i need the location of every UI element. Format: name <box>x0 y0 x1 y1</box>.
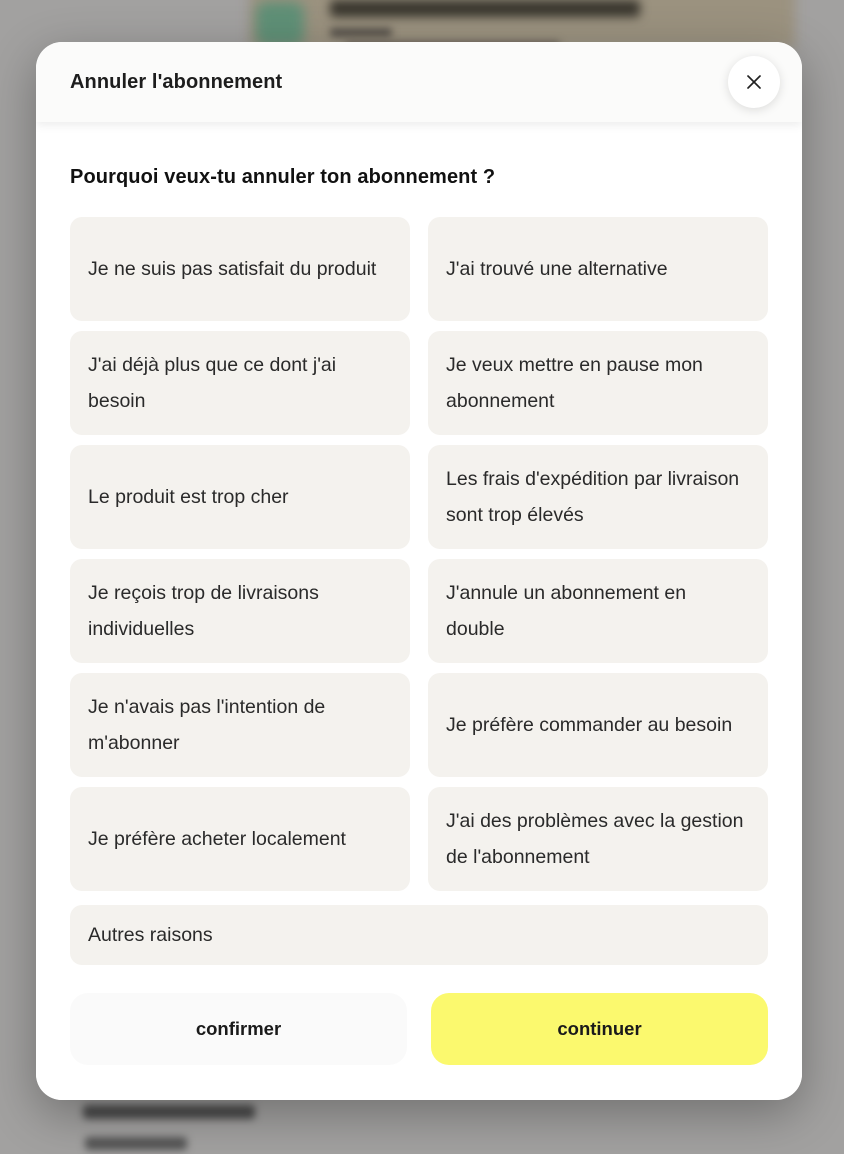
blurred-background-text <box>83 1105 255 1119</box>
reason-option-buy-locally[interactable]: Je préfère acheter localement <box>70 787 410 891</box>
modal-title: Annuler l'abonnement <box>70 70 283 93</box>
blurred-background-logo <box>256 2 304 46</box>
close-icon <box>744 72 764 92</box>
reason-option-too-expensive[interactable]: Le produit est trop cher <box>70 445 410 549</box>
reason-option-too-many-deliveries[interactable]: Je reçois trop de livraisons individuelles <box>70 559 410 663</box>
reason-option-pause-subscription[interactable]: Je veux mettre en pause mon abonnement <box>428 331 768 435</box>
blurred-background-text <box>330 0 640 17</box>
blurred-background-text <box>330 28 392 37</box>
reason-option-not-satisfied[interactable]: Je ne suis pas satisfait du produit <box>70 217 410 321</box>
cancel-subscription-modal <box>36 42 802 1100</box>
reasons-grid <box>70 217 768 965</box>
reason-option-more-than-needed[interactable]: J'ai déjà plus que ce dont j'ai besoin <box>70 331 410 435</box>
reason-option-management-problems[interactable]: J'ai des problèmes avec la gestion de l'abonnement <box>428 787 768 891</box>
modal-header <box>36 42 802 122</box>
close-button[interactable] <box>728 56 780 108</box>
cancel-question-heading: Pourquoi veux-tu annuler ton abonnement ? <box>70 166 496 188</box>
continue-button[interactable]: continuer <box>431 993 768 1065</box>
modal-actions <box>70 993 768 1065</box>
reason-option-did-not-intend[interactable]: Je n'avais pas l'intention de m'abonner <box>70 673 410 777</box>
reason-option-found-alternative[interactable]: J'ai trouvé une alternative <box>428 217 768 321</box>
confirm-button[interactable]: confirmer <box>70 993 407 1065</box>
blurred-background-text <box>85 1137 187 1150</box>
modal-body <box>36 122 802 1100</box>
reason-option-other-reasons[interactable]: Autres raisons <box>70 905 768 965</box>
reason-option-duplicate-subscription[interactable]: J'annule un abonnement en double <box>428 559 768 663</box>
reason-option-order-on-demand[interactable]: Je préfère commander au besoin <box>428 673 768 777</box>
reason-option-shipping-fees[interactable]: Les frais d'expédition par livraison sont trop élevés <box>428 445 768 549</box>
